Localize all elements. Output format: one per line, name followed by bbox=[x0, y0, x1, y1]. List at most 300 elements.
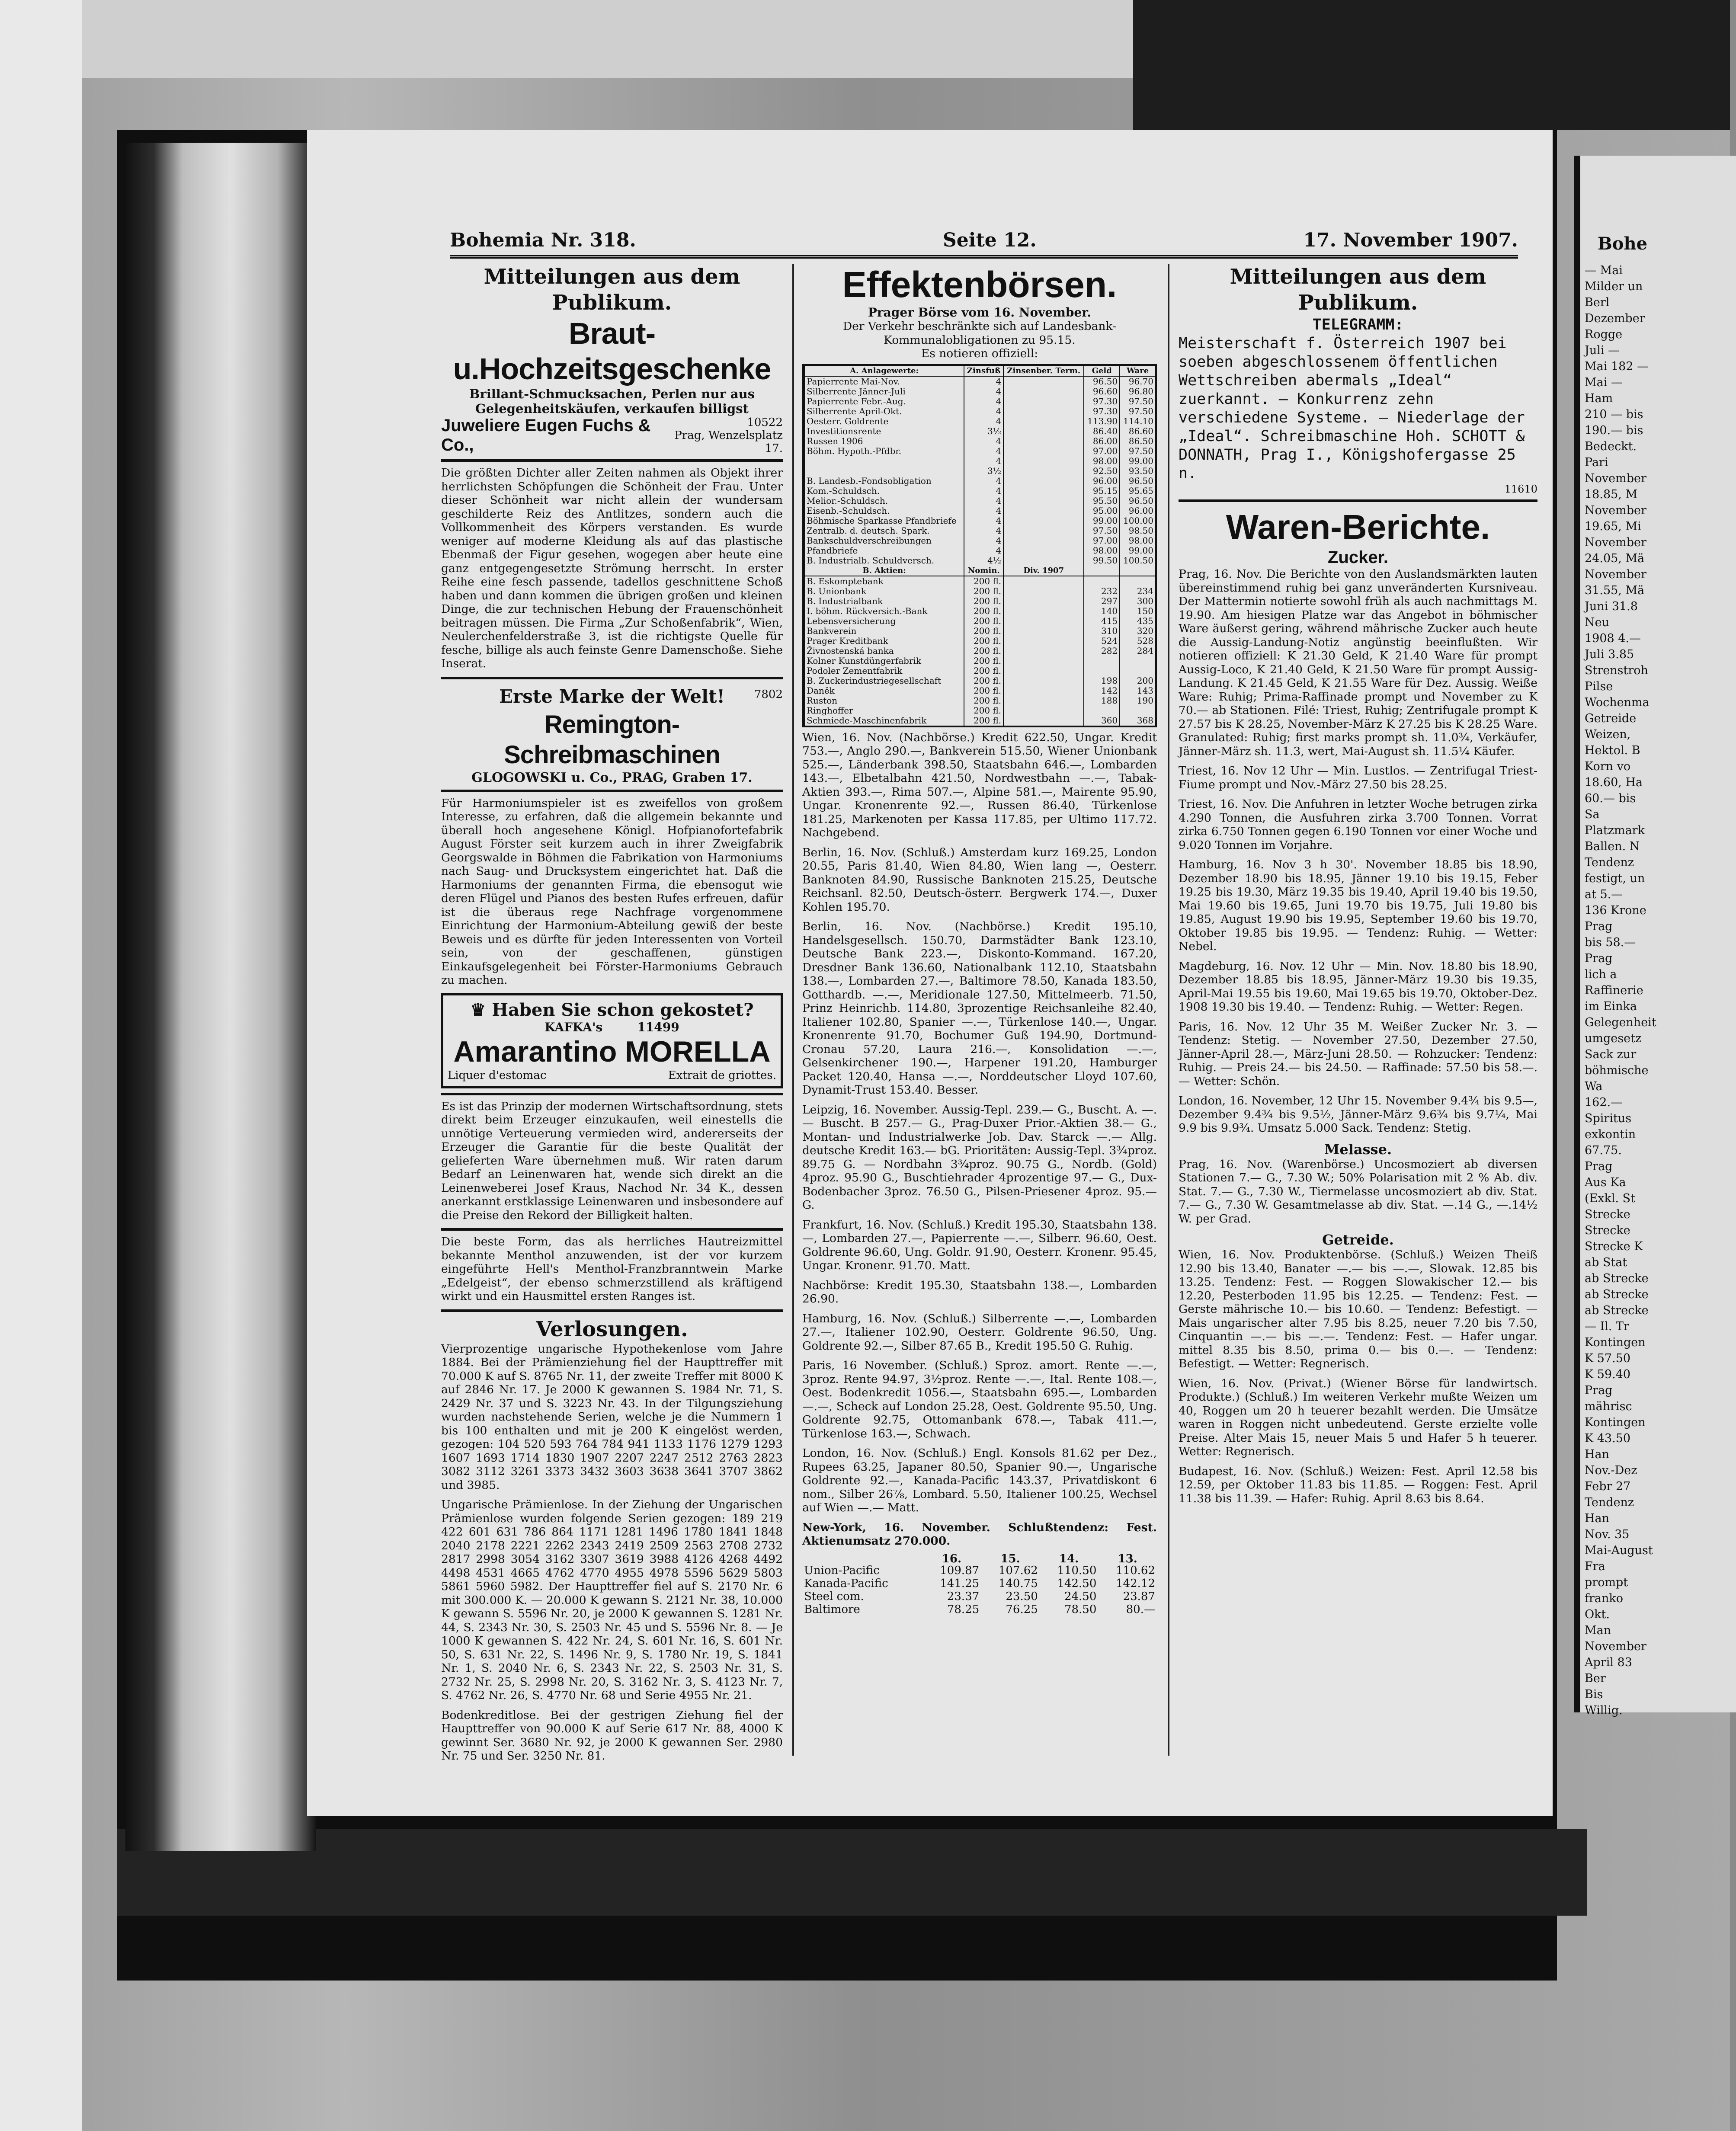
divider bbox=[441, 459, 783, 462]
adjacent-page-line: Man bbox=[1585, 1624, 1611, 1637]
adjacent-page-line: November bbox=[1585, 568, 1646, 581]
aktien-row-cell: 320 bbox=[1120, 626, 1155, 636]
aktien-header-0: B. Aktien: bbox=[804, 566, 964, 576]
adjacent-page-line: 24.05, Mä bbox=[1585, 552, 1645, 565]
adjacent-page-line: Ber bbox=[1585, 1672, 1606, 1685]
bodenkreditlose-text: Bodenkreditlose. Bei der gestrigen Ziehung fiel der Haupttreffer von 90.000 K auf Serie 617 Nr. 88, 4000 K gewinnt Ser. 3680 Nr. 92, je 2000 K gewannen Ser. 2980 Nr. 75 und Ser. 3250 Nr. 81. bbox=[441, 1708, 783, 1763]
aktien-row-cell bbox=[1084, 706, 1120, 716]
prager-boerse-line: Prager Börse vom 16. November. bbox=[868, 305, 1092, 320]
adjacent-page-line: Willig. bbox=[1585, 1704, 1623, 1717]
adjacent-page-line: Okt. bbox=[1585, 1608, 1610, 1621]
adjacent-page-line: Strecke K bbox=[1585, 1240, 1643, 1253]
adjacent-page-line: Platzmark bbox=[1585, 824, 1645, 837]
adjacent-page-line: Juli — bbox=[1585, 344, 1620, 357]
anlagewerte-header-1: Zinsfuß bbox=[964, 366, 1003, 376]
magdeburg-zucker: Magdeburg, 16. Nov. 12 Uhr — Min. Nov. 18.80 bis 18.90, Dezember 18.85 bis 18.95, Jänner-März 19.30 bis 19.35, April-Mai 19.55 bis 19.60, Mai 19.65 bis 19.70, Oktober-Dez. 1908 19.30 bis 19.40. — Tendenz: Ruhig. — Wetter: Regen. bbox=[1179, 959, 1537, 1014]
aktien-row-cell bbox=[1003, 646, 1084, 656]
anlagewerte-row bbox=[804, 506, 1155, 516]
adjacent-page-line: im Einka bbox=[1585, 1000, 1637, 1013]
anlagewerte-row-cell: Kom.-Schuldsch. bbox=[804, 486, 964, 496]
newyork-row-cell: 23.50 bbox=[1006, 1590, 1038, 1603]
aktien-row bbox=[804, 676, 1155, 686]
adjacent-page-line: 1908 4.— bbox=[1585, 632, 1641, 645]
aktien-row-cell: 140 bbox=[1084, 606, 1120, 616]
anlagewerte-row-cell: 114.10 bbox=[1120, 416, 1155, 426]
aktien-row-cell bbox=[1120, 706, 1155, 716]
anlagewerte-row-cell: Pfandbriefe bbox=[804, 546, 964, 556]
anlagewerte-row-cell: 97.00 bbox=[1084, 446, 1120, 456]
newyork-row bbox=[802, 1564, 1157, 1577]
adjacent-page-line: November bbox=[1585, 1640, 1646, 1653]
aktien-row-cell: Ruston bbox=[804, 696, 964, 706]
anlagewerte-row-cell: Russen 1906 bbox=[804, 436, 964, 446]
anlagewerte-row bbox=[804, 496, 1155, 506]
telegramm-text: Meisterschaft f. Österreich 1907 bei soeben abgeschlossenem öffentlichen Wettschreiben abermals „Ideal“ zuerkannt. — Konkurrenz zehn verschiedene Systeme. — Niederlage der „Ideal“. Schreibmaschine Hoh. SCHOTT & DONNATH, Prag I., Königshofergasse 25 n. bbox=[1179, 335, 1525, 482]
wien-nachboerse: Wien, 16. Nov. (Nachbörse.) Kredit 622.50, Ungar. Kredit 753.—, Anglo 290.—, Bankverein 515.50, Wiener Unionbank 525.—, Länderbank 398.50, Staatsbahn 646.—, Lombarden 143.—, Elbetalbahn 421.50, Nordwestbahn —.—, Tabak-Aktien 393.—, Rima 507.—, Alpine 581.—, Mairente 95.90, Ungar. Kronenrente 92.—, Russen 86.40, Türkenlose 181.25, Markenoten per Kassa 117.85, per Ultimo 117.72. Nachgebend. bbox=[802, 730, 1157, 839]
anlagewerte-row-cell bbox=[1003, 416, 1084, 426]
aktien-row-cell: Schmiede-Maschinenfabrik bbox=[804, 716, 964, 726]
aktien-row-cell bbox=[1003, 586, 1084, 596]
adjacent-page-line: Bis bbox=[1585, 1688, 1603, 1701]
anlagewerte-row-cell: 86.00 bbox=[1084, 436, 1120, 446]
anlagewerte-header-0: A. Anlagewerte: bbox=[804, 366, 964, 376]
anlagewerte-row-cell: 97.50 bbox=[1120, 397, 1155, 406]
aktien-row-cell: 415 bbox=[1084, 616, 1120, 626]
adjacent-page-line: Spiritus bbox=[1585, 1112, 1632, 1125]
braut-subline: Brillant-Schmucksachen, Perlen nur aus Gelegenheitskäufen, verkaufen billigst bbox=[469, 387, 755, 416]
aktien-row-cell: 528 bbox=[1120, 636, 1155, 646]
anlagewerte-row-cell bbox=[1003, 466, 1084, 476]
anlagewerte-row-cell: 99.50 bbox=[1084, 556, 1120, 566]
anlagewerte-row bbox=[804, 406, 1155, 416]
aktien-row-cell: Lebensversicherung bbox=[804, 616, 964, 626]
anlagewerte-row-cell: 97.30 bbox=[1084, 406, 1120, 416]
adjacent-page-line: ab Strecke bbox=[1585, 1304, 1649, 1317]
adjacent-page-line: Tendenz bbox=[1585, 1496, 1634, 1509]
leipzig-report: Leipzig, 16. November. Aussig-Tepl. 239.— G., Buscht. A. —.— Buscht. B 257.— G., Prag-Duxer Prior.-Aktien 38.— G., Montan- und Industrialwerke Job. Dav. Starck —.— Allg. deutsche Kredit 163.— bG. Prioritäten: Aussig-Tepl. 3¾proz. 89.75 G. — Nordbahn 3¾proz. 90.75 G., Nordb. (Gold) 4proz. 95.90 G., Buschtiehrader 4prozentige 97.— G., Dux-Bodenbacher 3proz. 76.50 G., Pilsen-Priesener 4proz. 95.— G. bbox=[802, 1103, 1157, 1212]
anlagewerte-row-cell: 4 bbox=[964, 416, 1003, 426]
newyork-row-cell: 109.87 bbox=[940, 1564, 980, 1577]
aktien-row-cell: Prager Kreditbank bbox=[804, 636, 964, 646]
adjacent-page-line: Strecke bbox=[1585, 1224, 1630, 1237]
newyork-row-cell: 107.62 bbox=[998, 1564, 1038, 1577]
anlagewerte-row-cell bbox=[804, 466, 964, 476]
braut-firm-line bbox=[441, 416, 783, 455]
aktien-row-cell: 150 bbox=[1120, 606, 1155, 616]
glogowski-line: GLOGOWSKI u. Co., PRAG, Graben 17. bbox=[471, 770, 753, 785]
melasse-heading: Melasse. bbox=[1324, 1141, 1392, 1158]
adjacent-page-line: Bedeckt. bbox=[1585, 440, 1637, 453]
adjacent-page-line: festigt, un bbox=[1585, 872, 1645, 885]
adjacent-page-line: Weizen, bbox=[1585, 728, 1631, 741]
anlagewerte-row-cell bbox=[804, 456, 964, 466]
aktien-row-cell: 368 bbox=[1120, 716, 1155, 726]
aktien-row bbox=[804, 626, 1155, 636]
aktien-row-cell bbox=[1003, 676, 1084, 686]
newyork-row-cell: Steel com. bbox=[804, 1590, 864, 1603]
adjacent-page-line: November bbox=[1585, 536, 1646, 549]
adjacent-page-line: Sack zur bbox=[1585, 1048, 1637, 1061]
anlagewerte-row-cell: 92.50 bbox=[1084, 466, 1120, 476]
braut-number: 10522 bbox=[747, 416, 783, 429]
anlagewerte-row-cell: 97.30 bbox=[1084, 397, 1120, 406]
mitteilungen-heading-2: Mitteilungen aus dem Publikum. bbox=[1230, 265, 1486, 315]
scan-left-margin bbox=[0, 0, 82, 2131]
dichter-notice: Die größten Dichter aller Zeiten nahmen als Objekt ihrer herrlichsten Schöpfungen die Schönheit der Frau. Unter dieser Schönheit war nicht allein der wundersam geschilderte Reiz des Antlitzes, sondern auch die Vollkommenheit des Körpers verstanden. Es wurde weniger auf moderne Kleidung als auf das plastische Ebenmaß der Figur gesehen, wogegen aber heute eine ganz entgegengesetzte Strömung herrscht. In erster Reihe eine fesch passende, tadellos geschnittene Schoß haben und dann kommen die übrigen großen und kleinen Dinge, die zur technischen Hebung der Frauenschönheit beitragen müssen. Die Firma „Zur Schoßenfabrik“, Wien, Neulerchenfelderstraße 3, ist die richtigste Quelle für fesche, billige als auch feinste Genre Damenschoße. Siehe Inserat. bbox=[441, 466, 783, 670]
anlagewerte-row-cell: 86.40 bbox=[1084, 426, 1120, 436]
adjacent-page-line: Prag bbox=[1585, 952, 1613, 965]
anlagewerte-row-cell: 4 bbox=[964, 436, 1003, 446]
newyork-row-cell: 142.12 bbox=[1116, 1577, 1155, 1590]
anlagewerte-row-cell bbox=[1003, 546, 1084, 556]
adjacent-page-line: Ham bbox=[1585, 392, 1613, 405]
triest-zucker-2: Triest, 16. Nov. Die Anfuhren in letzter Woche betrugen zirka 4.290 Tonnen, die Ausfuhren zirka 3.700 Tonnen. Vorrat zirka 6.750 Tonnen gegen 6.190 Tonnen vor einer Woche und 9.020 Tonnen im Vorjahre. bbox=[1179, 797, 1537, 852]
kafka-product-left: Liquer d'estomac bbox=[448, 1069, 547, 1082]
hamburg-report: Hamburg, 16. Nov. (Schluß.) Silberrente —.—, Lombarden 27.—, Italiener 102.90, Oesterr. Goldrente 96.50, Ung. Goldrente 92.—, Silber 87.65 B., Kredit 195.50 G. Ruhig. bbox=[802, 1312, 1157, 1353]
aktien-row-cell: 143 bbox=[1120, 686, 1155, 696]
anlagewerte-row-cell bbox=[1003, 387, 1084, 397]
anlagewerte-row-cell bbox=[1003, 526, 1084, 536]
newyork-row bbox=[802, 1590, 1157, 1603]
anlagewerte-row bbox=[804, 426, 1155, 436]
anlagewerte-row-cell bbox=[1003, 376, 1084, 387]
newyork-header-1: 16. bbox=[942, 1552, 962, 1565]
aktien-row-cell: 200 fl. bbox=[964, 716, 1003, 726]
aktien-row-cell: 200 fl. bbox=[964, 606, 1003, 616]
anlagewerte-row-cell: 99.00 bbox=[1120, 456, 1155, 466]
header-left: Bohemia Nr. 318. bbox=[450, 229, 636, 251]
anlagewerte-row-cell: 4½ bbox=[964, 556, 1003, 566]
anlagewerte-row-cell bbox=[1003, 556, 1084, 566]
braut-firm: Juweliere Eugen Fuchs & Co., bbox=[441, 416, 651, 454]
header-center: Seite 12. bbox=[943, 229, 1037, 251]
anlagewerte-row-cell: Papierrente Mai-Nov. bbox=[804, 376, 964, 387]
newyork-row bbox=[802, 1603, 1157, 1616]
adjacent-page-line: franko bbox=[1585, 1592, 1624, 1605]
adjacent-page-line: Mai 182 — bbox=[1585, 360, 1649, 373]
triest-zucker-1: Triest, 16. Nov 12 Uhr — Min. Lustlos. — Zentrifugal Triest-Fiume prompt und Nov.-März 27.50 bis 28.25. bbox=[1179, 764, 1537, 791]
aktien-row-cell: 200 fl. bbox=[964, 576, 1003, 586]
aktien-row bbox=[804, 696, 1155, 706]
verlosungen-heading: Verlosungen. bbox=[536, 1317, 688, 1341]
aktien-row-cell bbox=[1003, 596, 1084, 606]
adjacent-page-line: Pilse bbox=[1585, 680, 1613, 693]
anlagewerte-row-cell bbox=[1003, 397, 1084, 406]
anlagewerte-row-cell: Investitionsrente bbox=[804, 426, 964, 436]
frankfurt-nachboerse: Nachbörse: Kredit 195.30, Staatsbahn 138.—, Lombarden 26.90. bbox=[802, 1278, 1157, 1305]
anlagewerte-row-cell: 96.60 bbox=[1084, 387, 1120, 397]
wien-getreide-2: Wien, 16. Nov. (Privat.) (Wiener Börse für landwirtsch. Produkte.) (Schluß.) Im weiteren Verkehr mußte Weizen um 40, Roggen um 20 h teuerer bezahlt werden. Die Umsätze waren in Roggen nicht unbedeutend. Gerste erzielte volle Preise. Alter Mais 15, neuer Mais 5 und Hafer 5 h teuerer. Wetter: Regnerisch. bbox=[1179, 1376, 1537, 1458]
kafka-products bbox=[448, 1069, 776, 1082]
adjacent-page-line: Wa bbox=[1585, 1080, 1603, 1093]
remington-headline: Remington-Schreibmaschinen bbox=[504, 710, 720, 769]
adjacent-page-line: Mai — bbox=[1585, 376, 1623, 389]
adjacent-page-line: at 5.— bbox=[1585, 888, 1623, 901]
notieren-line: Es notieren offiziell: bbox=[921, 347, 1038, 360]
london-zucker: London, 16. November, 12 Uhr 15. November 9.4¾ bis 9.5—, Dezember 9.4¾ bis 9.5½, Jänner-März 9.6¾ bis 9.7¼, Mai 9.9 bis 9.9¾. Umsatz 5.000 Sack. Tendenz: Stetig. bbox=[1179, 1094, 1537, 1135]
anlagewerte-row bbox=[804, 516, 1155, 526]
adjacent-page-line: Rogge bbox=[1585, 328, 1623, 341]
anlagewerte-row-cell: 4 bbox=[964, 456, 1003, 466]
braut-address-text: Prag, Wenzelsplatz 17. bbox=[674, 429, 783, 455]
adjacent-page-header: Bohe bbox=[1598, 234, 1648, 254]
anlagewerte-row-cell: 97.50 bbox=[1084, 526, 1120, 536]
adjacent-page-line: böhmische bbox=[1585, 1064, 1649, 1077]
aktien-row-cell: 200 fl. bbox=[964, 646, 1003, 656]
adjacent-page-line: Ballen. N bbox=[1585, 840, 1640, 853]
aktien-row-cell: I. böhm. Rückversich.-Bank bbox=[804, 606, 964, 616]
newyork-heading: New-York, 16. November. Schlußtendenz: Fest. Aktienumsatz 270.000. bbox=[802, 1520, 1157, 1548]
adjacent-page-line: Prag bbox=[1585, 920, 1613, 933]
aktien-row-cell: 284 bbox=[1120, 646, 1155, 656]
adjacent-page-line: K 57.50 bbox=[1585, 1352, 1631, 1365]
adjacent-page-line: 190.— bis bbox=[1585, 424, 1643, 437]
scan-top-band bbox=[82, 0, 1250, 78]
adjacent-page-line: Milder un bbox=[1585, 280, 1643, 293]
anlagewerte-row-cell: 86.50 bbox=[1120, 436, 1155, 446]
anlagewerte-row-cell: 4 bbox=[964, 446, 1003, 456]
aktien-row-cell: 360 bbox=[1084, 716, 1120, 726]
aktien-row-cell: 200 fl. bbox=[964, 616, 1003, 626]
adjacent-page-line: 31.55, Mä bbox=[1585, 584, 1645, 597]
anlagewerte-row-cell: Silberrente Jänner-Juli bbox=[804, 387, 964, 397]
adjacent-page-line: 210 — bis bbox=[1585, 408, 1643, 421]
aktien-row-cell: 234 bbox=[1120, 586, 1155, 596]
adjacent-page-line: — Mai bbox=[1585, 264, 1623, 277]
anlagewerte-row-cell: 96.70 bbox=[1120, 376, 1155, 387]
aktien-row bbox=[804, 716, 1155, 726]
getreide-heading: Getreide. bbox=[1322, 1232, 1394, 1248]
adjacent-page-line: prompt bbox=[1585, 1576, 1628, 1589]
aktien-row bbox=[804, 576, 1155, 586]
anlagewerte-row bbox=[804, 387, 1155, 397]
adjacent-page-line: Han bbox=[1585, 1448, 1610, 1461]
praemienlose-text: Ungarische Prämienlose. In der Ziehung der Ungarischen Prämienlose wurden folgende Serien gezogen: 189 219 422 601 631 786 864 1171 1281 1496 1780 1841 1848 2040 2178 2221 2262 2343 2419 2509 2563 2708 2732 2817 2998 3054 3162 3307 3619 3988 4126 4268 4492 4498 4531 4665 4762 4770 4955 4978 5596 5629 5803 5861 5960 5982. Der Haupttreffer fiel auf S. 2170 Nr. 6 mit 300.000 K. — 20.000 K gewann S. 2121 Nr. 38, 10.000 K gewann S. 5596 Nr. 20, je 2000 K gewannen S. 1281 Nr. 44, S. 2343 Nr. 30, S. 2503 Nr. 45 und S. 5596 Nr. 8. — Je 1000 K gewannen S. 422 Nr. 24, S. 601 Nr. 16, S. 601 Nr. 50, S. 631 Nr. 22, S. 1496 Nr. 9, S. 1780 Nr. 19, S. 1841 Nr. 1, S. 2040 Nr. 6, S. 2343 Nr. 22, S. 2503 Nr. 31, S. 2732 Nr. 25, S. 2998 Nr. 20, S. 3162 Nr. 3, S. 4123 Nr. 7, S. 4762 Nr. 26, S. 4770 Nr. 68 und Serie 4955 Nr. 21. bbox=[441, 1498, 783, 1702]
anlagewerte-row-cell bbox=[1003, 456, 1084, 466]
adjacent-page-line: Prag bbox=[1585, 1384, 1613, 1397]
aktien-row-cell: B. Unionbank bbox=[804, 586, 964, 596]
newyork-row-cell: 24.50 bbox=[1064, 1590, 1097, 1603]
prag-zucker: Prag, 16. Nov. Die Berichte von den Auslandsmärkten lauten übereinstimmend ruhig bei ganz unveränderten Kursniveau. Der Mattermin notierte sowohl früh als auch nachmittags M. 19.90. Am hiesigen Platze war das Angebot in böhmischer Ware äußerst gering, während mährische Zucker auch heute die Aussig-Landung-Notiz angünstig beeinflußten. Wir notieren offiziell: K 21.30 Geld, K 21.40 Ware für prompt Aussig-Loco, K 21.40 Geld, K 21.50 Ware für prompt Aussig-Landung. K 21.45 Geld, K 21.55 Ware für Dez. Aussig. Weiße Ware: Ruhig; Prima-Raffinade prompt und November zu K 70.— ab Stationen. Filé: Triest, Ruhig; Zentrifugale prompt K 27.57 bis K 28.25, November-März K 27.25 bis K 28.25 Ware. Granulated: Ruhig; first marks prompt sh. 11.0¾, Verkäufer, Jänner-März sh. 11.3, wert, Mai-August sh. 11.5¼ Käufer. bbox=[1179, 567, 1537, 758]
aktien-row-cell: 282 bbox=[1084, 646, 1120, 656]
braut-address bbox=[665, 416, 783, 455]
aktien-row-cell: Kolner Kunstdüngerfabrik bbox=[804, 656, 964, 666]
telegramm-number: 11610 bbox=[1504, 483, 1537, 495]
adjacent-page-line: Strecke bbox=[1585, 1208, 1630, 1221]
divider bbox=[1179, 499, 1537, 502]
aktien-row-cell: Podoler Zementfabrik bbox=[804, 666, 964, 676]
anlagewerte-row-cell: B. Industrialb. Schuldversch. bbox=[804, 556, 964, 566]
anlagewerte-row-cell: 95.65 bbox=[1120, 486, 1155, 496]
effektenboersen-heading: Effektenbörsen. bbox=[842, 264, 1117, 305]
scan-dark-corner bbox=[1133, 0, 1730, 130]
adjacent-page-line: Kontingen bbox=[1585, 1336, 1646, 1349]
aktien-row bbox=[804, 686, 1155, 696]
aktien-row-cell bbox=[1003, 656, 1084, 666]
newyork-row-cell: 78.50 bbox=[1064, 1603, 1097, 1616]
newyork-row-cell: 110.62 bbox=[1116, 1564, 1155, 1577]
aktien-row-cell: 200 fl. bbox=[964, 626, 1003, 636]
aktien-row-cell bbox=[1003, 636, 1084, 646]
anlagewerte-row bbox=[804, 466, 1155, 476]
column-rule-1 bbox=[792, 264, 794, 1756]
anlagewerte-row-cell: 97.50 bbox=[1120, 406, 1155, 416]
newyork-row-cell: Baltimore bbox=[804, 1603, 860, 1616]
anlagewerte-row-cell: 98.00 bbox=[1084, 456, 1120, 466]
anlagewerte-row-cell: 4 bbox=[964, 496, 1003, 506]
anlagewerte-row bbox=[804, 436, 1155, 446]
aktien-row bbox=[804, 646, 1155, 656]
anlagewerte-row-cell: 4 bbox=[964, 387, 1003, 397]
anlagewerte-row-cell: Böhm. Hypoth.-Pfdbr. bbox=[804, 446, 964, 456]
anlagewerte-row-cell: Papierrente Febr.-Aug. bbox=[804, 397, 964, 406]
anlagewerte-row-cell: 4 bbox=[964, 406, 1003, 416]
aktien-header-1: Nomin. bbox=[964, 566, 1003, 576]
kafka-product-right: Extrait de griottes. bbox=[668, 1069, 776, 1082]
crest-icon: ♛ bbox=[470, 999, 486, 1020]
adjacent-page-line: ab Stat bbox=[1585, 1256, 1627, 1269]
anlagewerte-row-cell: 96.50 bbox=[1120, 496, 1155, 506]
aktien-row-cell bbox=[1003, 606, 1084, 616]
adjacent-page-line: mährisc bbox=[1585, 1400, 1632, 1413]
divider bbox=[441, 677, 783, 679]
anlagewerte-row-cell: 4 bbox=[964, 516, 1003, 526]
paris-zucker: Paris, 16. Nov. 12 Uhr 35 M. Weißer Zucker Nr. 3. — Tendenz: Stetig. — November 27.50, Dezember 27.50, Jänner-April 28.—, März-Juni 28.50. — Rohzucker: Tendenz: Ruhig. — Preis 24.— bis 24.50. — Raffinade: 57.50 bis 58.—. — Wetter: Schön. bbox=[1179, 1020, 1537, 1088]
adjacent-page-line: Prag bbox=[1585, 1160, 1613, 1173]
mitteilungen-heading: Mitteilungen aus dem Publikum. bbox=[484, 265, 740, 315]
anlagewerte-row-cell: Melior.-Schuldsch. bbox=[804, 496, 964, 506]
telegramm-heading: TELEGRAMM: bbox=[1312, 316, 1404, 333]
adjacent-page-line: Getreide bbox=[1585, 712, 1637, 725]
anlagewerte-row-cell: 4 bbox=[964, 526, 1003, 536]
column-3 bbox=[1179, 264, 1537, 1756]
aktien-row-cell: 200 fl. bbox=[964, 596, 1003, 606]
aktien-row-cell: B. Zuckerindustriegesellschaft bbox=[804, 676, 964, 686]
aktien-row-cell: 435 bbox=[1120, 616, 1155, 626]
kafka-question bbox=[448, 1000, 776, 1020]
anlagewerte-row bbox=[804, 556, 1155, 566]
aktien-row-cell: 200 fl. bbox=[964, 666, 1003, 676]
kafka-question-text: Haben Sie schon gekostet? bbox=[492, 999, 754, 1020]
anlagewerte-row-cell: 96.00 bbox=[1084, 476, 1120, 486]
adjacent-page-line: Berl bbox=[1585, 296, 1610, 309]
adjacent-page-line: (Exkl. St bbox=[1585, 1192, 1635, 1205]
anlagewerte-row-cell: 96.50 bbox=[1120, 476, 1155, 486]
erste-marke-number: 7802 bbox=[754, 688, 783, 701]
column-2 bbox=[802, 264, 1157, 1756]
newyork-row bbox=[802, 1577, 1157, 1590]
anlagewerte-row-cell: Böhmische Sparkasse Pfandbriefe bbox=[804, 516, 964, 526]
adjacent-page-line: exkontin bbox=[1585, 1128, 1636, 1141]
anlagewerte-row-cell: 97.00 bbox=[1084, 536, 1120, 546]
anlagewerte-row-cell bbox=[1003, 476, 1084, 486]
anlagewerte-row-cell: 4 bbox=[964, 536, 1003, 546]
anlagewerte-row bbox=[804, 416, 1155, 426]
aktien-row-cell bbox=[1084, 576, 1120, 586]
hypothekenlose-text: Vierprozentige ungarische Hypothekenlose vom Jahre 1884. Bei der Prämienziehung fiel der Haupttreffer mit 70.000 K auf S. 8765 Nr. 11, der zweite Treffer mit 8000 K auf 2846 Nr. 17. Je 2000 K gewannen S. 1984 Nr. 71, S. 2429 Nr. 37 und S. 3223 Nr. 43. In der Tilgungsziehung wurden nachstehende Serien, welche je die Nummern 1 bis 100 enthalten und mit je 200 K eingelöst werden, gezogen: 104 520 593 764 784 941 1133 1176 1279 1293 1607 1693 1714 1830 1907 2207 2247 2512 2763 2823 3082 3112 3261 3373 3432 3603 3638 3641 3707 3862 und 3985. bbox=[441, 1342, 783, 1492]
erste-marke-heading: Erste Marke der Welt! bbox=[499, 685, 725, 707]
adjacent-page bbox=[1574, 156, 1736, 1717]
hamburg-zucker: Hamburg, 16. Nov 3 h 30'. November 18.85 bis 18.90, Dezember 18.90 bis 18.95, Jänner 19.10 bis 19.15, Feber 19.25 bis 19.30, März 19.35 bis 19.40, April 19.40 bis 19.50, Mai 19.60 bis 19.65, Juni 19.70 bis 19.75, Juli 19.80 bis 19.85, August 19.90 bis 19.95, September 19.60 bis 19.70, Oktober 19.85 bis 19.95. — Tendenz: Ruhig. — Wetter: Nebel. bbox=[1179, 858, 1537, 953]
adjacent-page-line: Raffinerie bbox=[1585, 984, 1643, 997]
remington-ad bbox=[441, 684, 783, 785]
adjacent-page-line: 60.— bis bbox=[1585, 792, 1636, 805]
anlagewerte-header-3: Geld bbox=[1084, 366, 1120, 376]
adjacent-page-line: Pari bbox=[1585, 456, 1608, 469]
anlagewerte-row bbox=[804, 536, 1155, 546]
aktien-row bbox=[804, 606, 1155, 616]
kafka-number: 11499 bbox=[637, 1020, 679, 1034]
anlagewerte-row-cell: Oesterr. Goldrente bbox=[804, 416, 964, 426]
anlagewerte-row-cell: 96.00 bbox=[1120, 506, 1155, 516]
anlagewerte-row-cell bbox=[1003, 426, 1084, 436]
anlagewerte-row-cell bbox=[1003, 436, 1084, 446]
anlagewerte-row-cell: 95.15 bbox=[1084, 486, 1120, 496]
aktien-row-cell: 200 fl. bbox=[964, 696, 1003, 706]
aktien-row-cell: B. Industrialbank bbox=[804, 596, 964, 606]
aktien-row bbox=[804, 616, 1155, 626]
aktien-row-cell: 200 fl. bbox=[964, 636, 1003, 646]
adjacent-page-line: 18.60, Ha bbox=[1585, 776, 1643, 789]
adjacent-page-line: ab Strecke bbox=[1585, 1288, 1649, 1301]
aktien-row-cell: 200 bbox=[1120, 676, 1155, 686]
aktien-row-cell: Bankverein bbox=[804, 626, 964, 636]
anlagewerte-row-cell: 100.50 bbox=[1120, 556, 1155, 566]
kafka-ad bbox=[441, 993, 783, 1088]
anlagewerte-row bbox=[804, 397, 1155, 406]
adjacent-page-line: Aus Ka bbox=[1585, 1176, 1626, 1189]
aktien-row bbox=[804, 656, 1155, 666]
adjacent-page-line: April 83 bbox=[1585, 1656, 1632, 1669]
aktien-row-cell: 198 bbox=[1084, 676, 1120, 686]
anlagewerte-row-cell: Zentralb. d. deutsch. Spark. bbox=[804, 526, 964, 536]
divider bbox=[441, 1309, 783, 1312]
anlagewerte-row-cell: 100.00 bbox=[1120, 516, 1155, 526]
adjacent-page-line: umgesetz bbox=[1585, 1032, 1642, 1045]
aktien-row-cell: 300 bbox=[1120, 596, 1155, 606]
aktien-row-cell: 200 fl. bbox=[964, 676, 1003, 686]
aktien-row-cell: 200 fl. bbox=[964, 686, 1003, 696]
adjacent-page-line: November bbox=[1585, 472, 1646, 485]
anlagewerte-row-cell: 4 bbox=[964, 397, 1003, 406]
adjacent-page-line: K 43.50 bbox=[1585, 1432, 1631, 1445]
aktien-row-cell bbox=[1003, 576, 1084, 586]
newyork-row-cell: 78.25 bbox=[947, 1603, 980, 1616]
anlagewerte-row-cell: 4 bbox=[964, 486, 1003, 496]
aktien-row-cell: 310 bbox=[1084, 626, 1120, 636]
london-report: London, 16. Nov. (Schluß.) Engl. Konsols 81.62 per Dez., Rupees 63.25, Japaner 80.50, Spanier 90.—, Ungarische Goldrente 92.—, Kanada-Pacific 143.37, Privatdiskont 6 nom., Silber 26⅞, Lombard. 5.50, Italiener 100.25, Wechsel auf Wien —.— Matt. bbox=[802, 1446, 1157, 1514]
newyork-row-cell: 141.25 bbox=[940, 1577, 980, 1590]
newyork-header-2: 15. bbox=[1000, 1552, 1020, 1565]
anlagewerte-row bbox=[804, 456, 1155, 466]
aktien-row bbox=[804, 666, 1155, 676]
adjacent-page-lines bbox=[1580, 262, 1736, 1718]
anlagewerte-row-cell: 3½ bbox=[964, 426, 1003, 436]
anlagewerte-row-cell: 97.50 bbox=[1120, 446, 1155, 456]
kafka-name-line bbox=[448, 1020, 776, 1034]
zucker-heading: Zucker. bbox=[1327, 548, 1389, 567]
anlagewerte-row-cell: 113.90 bbox=[1084, 416, 1120, 426]
anlagewerte-row-cell: 4 bbox=[964, 476, 1003, 486]
adjacent-page-line: ab Strecke bbox=[1585, 1272, 1649, 1285]
anlagewerte-row-cell bbox=[1003, 506, 1084, 516]
anlagewerte-header-4: Ware bbox=[1120, 366, 1155, 376]
aktien-row-cell: 232 bbox=[1084, 586, 1120, 596]
adjacent-page-line: 67.75. bbox=[1585, 1144, 1622, 1157]
adjacent-page-line: Tendenz bbox=[1585, 856, 1634, 869]
anlagewerte-row-cell: 99.00 bbox=[1084, 516, 1120, 526]
column-1 bbox=[441, 264, 783, 1763]
